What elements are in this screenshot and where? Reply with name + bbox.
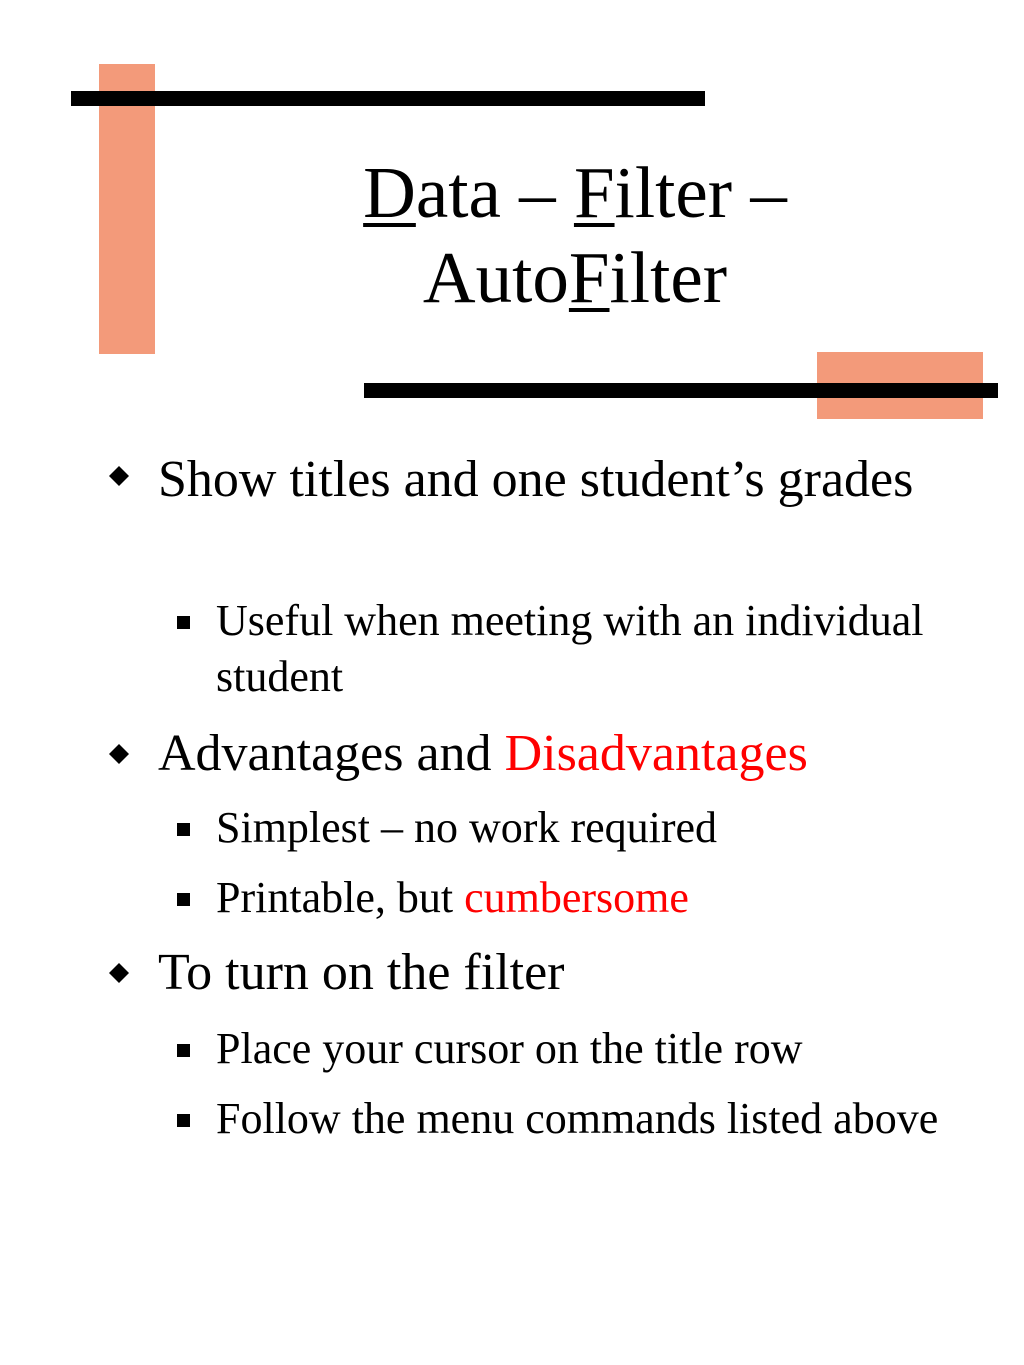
- sub-bullet-item: [216, 870, 976, 926]
- bullet-highlight: Disadvantages: [504, 725, 808, 782]
- title-mnemonic-d: D: [363, 152, 416, 233]
- bullet-item: [158, 722, 958, 786]
- sub-bullet-item: Simplest – no work required: [216, 803, 718, 852]
- sub-bullet-text: Printable, but: [216, 873, 465, 922]
- slide-title: [250, 150, 900, 320]
- title-rule-top: [71, 91, 705, 106]
- bullet-item: Show titles and one student’s grades: [158, 451, 914, 508]
- sub-bullet-item: Follow the menu commands listed above: [216, 1094, 939, 1143]
- diamond-bullet-icon: [108, 962, 130, 984]
- title-mnemonic-f2: F: [568, 237, 610, 318]
- title-text-ilter: ilter: [609, 237, 728, 318]
- accent-bar-vertical: [99, 64, 155, 354]
- bullet-text: Advantages and: [158, 725, 505, 782]
- title-mnemonic-f: F: [573, 152, 615, 233]
- title-text-auto: Auto: [422, 237, 569, 318]
- sub-bullet-item: Place your cursor on the title row: [216, 1024, 803, 1073]
- square-bullet-icon: [177, 1114, 190, 1127]
- title-rule-bottom: [364, 383, 998, 398]
- square-bullet-icon: [177, 1044, 190, 1057]
- diamond-bullet-icon: [108, 465, 130, 487]
- square-bullet-icon: [177, 893, 190, 906]
- square-bullet-icon: [177, 616, 190, 629]
- bullet-item: To turn on the filter: [158, 944, 565, 1001]
- sub-bullet-highlight: cumbersome: [464, 873, 689, 922]
- title-text-data: ata –: [415, 152, 574, 233]
- title-text-filter: ilter –: [614, 152, 787, 233]
- sub-bullet-item: Useful when meeting with an individual student: [216, 596, 924, 701]
- diamond-bullet-icon: [108, 743, 130, 765]
- square-bullet-icon: [177, 823, 190, 836]
